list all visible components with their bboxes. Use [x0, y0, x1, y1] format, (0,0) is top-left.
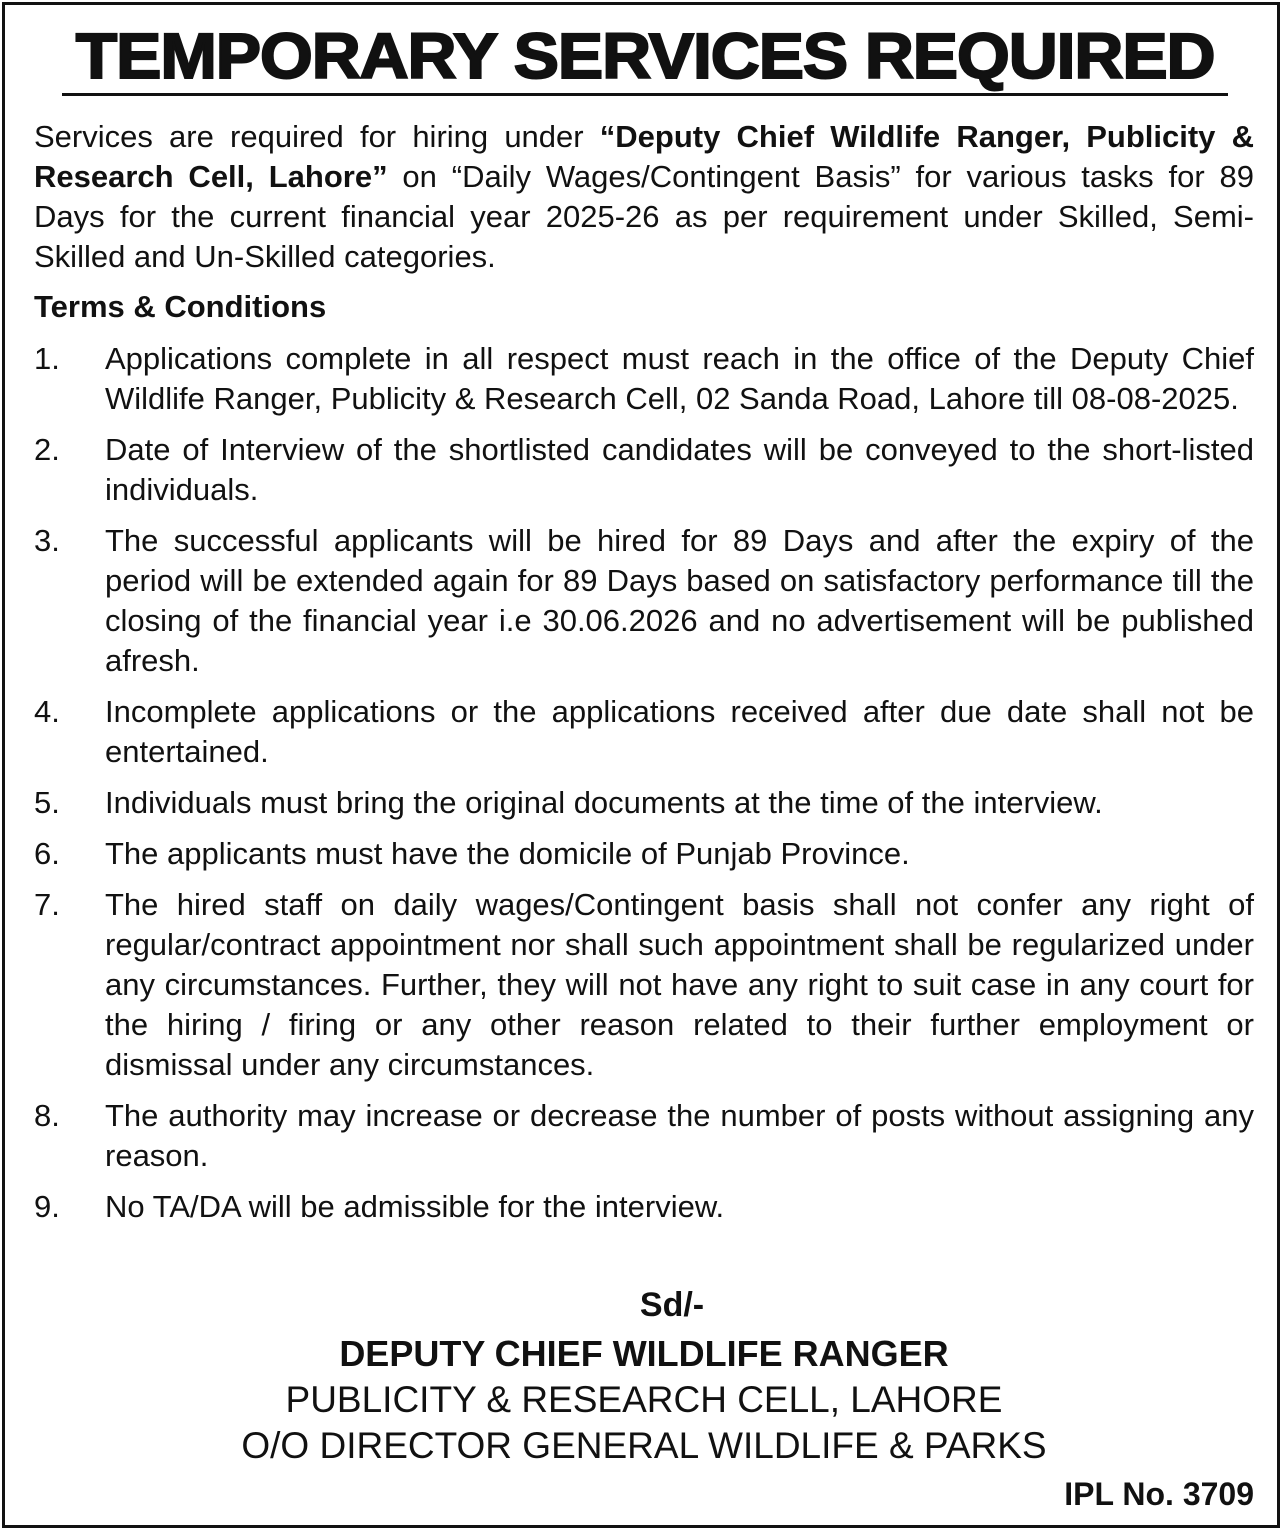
term-number: 9. [34, 1189, 60, 1224]
term-item [34, 834, 1254, 874]
signatory-office-line-1: PUBLICITY & RESEARCH CELL, LAHORE [285, 1379, 1003, 1420]
term-number: 6. [34, 836, 60, 871]
ipl-number: IPL No. 3709 [1064, 1476, 1254, 1512]
term-number: 2. [34, 432, 60, 467]
term-number: 8. [34, 1098, 60, 1133]
term-number: 3. [34, 523, 60, 558]
intro-position-title: “Deputy Chief Wildlife Ranger, Publicity & Research Cell, Lahore” [34, 119, 1254, 194]
intro-text-part1: Services are required for hiring under [34, 119, 600, 154]
term-item [34, 1096, 1254, 1176]
term-text: No TA/DA will be admissible for the interview. [105, 1189, 725, 1224]
term-number: 1. [34, 341, 60, 376]
headline [62, 18, 1228, 96]
term-text: Date of Interview of the shortlisted candidates will be conveyed to the short-listed individuals. [105, 432, 1254, 507]
term-item [34, 339, 1254, 419]
terms-heading: Terms & Conditions [34, 289, 327, 324]
term-text: The applicants must have the domicile of Punjab Province. [105, 836, 910, 871]
term-text: The hired staff on daily wages/Contingent basis shall not confer any right of regular/contract appointment nor shall such appointment shall be regularized under any circumstances. Further, they will not have any right to suit case in any court for the hiring / firing or any other reason related to their further employment or dismissal under any circumstances. [105, 887, 1254, 1082]
term-item [34, 430, 1254, 510]
terms-list [34, 339, 1254, 1238]
signature-mark: Sd/- [639, 1286, 705, 1324]
intro-paragraph [34, 117, 1254, 277]
term-item [34, 521, 1254, 681]
term-item [34, 692, 1254, 772]
term-number: 7. [34, 887, 60, 922]
headline-text: TEMPORARY SERVICES REQUIRED [75, 20, 1215, 92]
signatory-office-line-2: O/O DIRECTOR GENERAL WILDLIFE & PARKS [241, 1425, 1047, 1466]
signature-block [34, 1283, 1254, 1469]
term-text: Incomplete applications or the applications received after due date shall not be entertained. [105, 694, 1254, 769]
intro-text-part2: on “Daily Wages/Contingent Basis” for various tasks for 89 Days for the current financial year 2025-26 as per requirement under Skilled, Semi-Skilled and Un-Skilled categories. [34, 159, 1254, 274]
term-item [34, 783, 1254, 823]
term-text: The authority may increase or decrease the number of posts without assigning any reason. [105, 1098, 1254, 1173]
term-text: Individuals must bring the original documents at the time of the interview. [105, 785, 1103, 820]
term-text: Applications complete in all respect must reach in the office of the Deputy Chief Wildlife Ranger, Publicity & Research Cell, 02 Sanda Road, Lahore till 08-08-2025. [105, 341, 1254, 416]
term-number: 5. [34, 785, 60, 820]
term-item [34, 885, 1254, 1085]
signatory-title: DEPUTY CHIEF WILDLIFE RANGER [339, 1333, 949, 1374]
term-item [34, 1187, 1254, 1227]
term-text: The successful applicants will be hired for 89 Days and after the expiry of the period will be extended again for 89 Days based on satisfactory performance till the closing of the financial year i.e 30.06.2026 and no advertisement will be published afresh. [105, 523, 1254, 678]
term-number: 4. [34, 694, 60, 729]
